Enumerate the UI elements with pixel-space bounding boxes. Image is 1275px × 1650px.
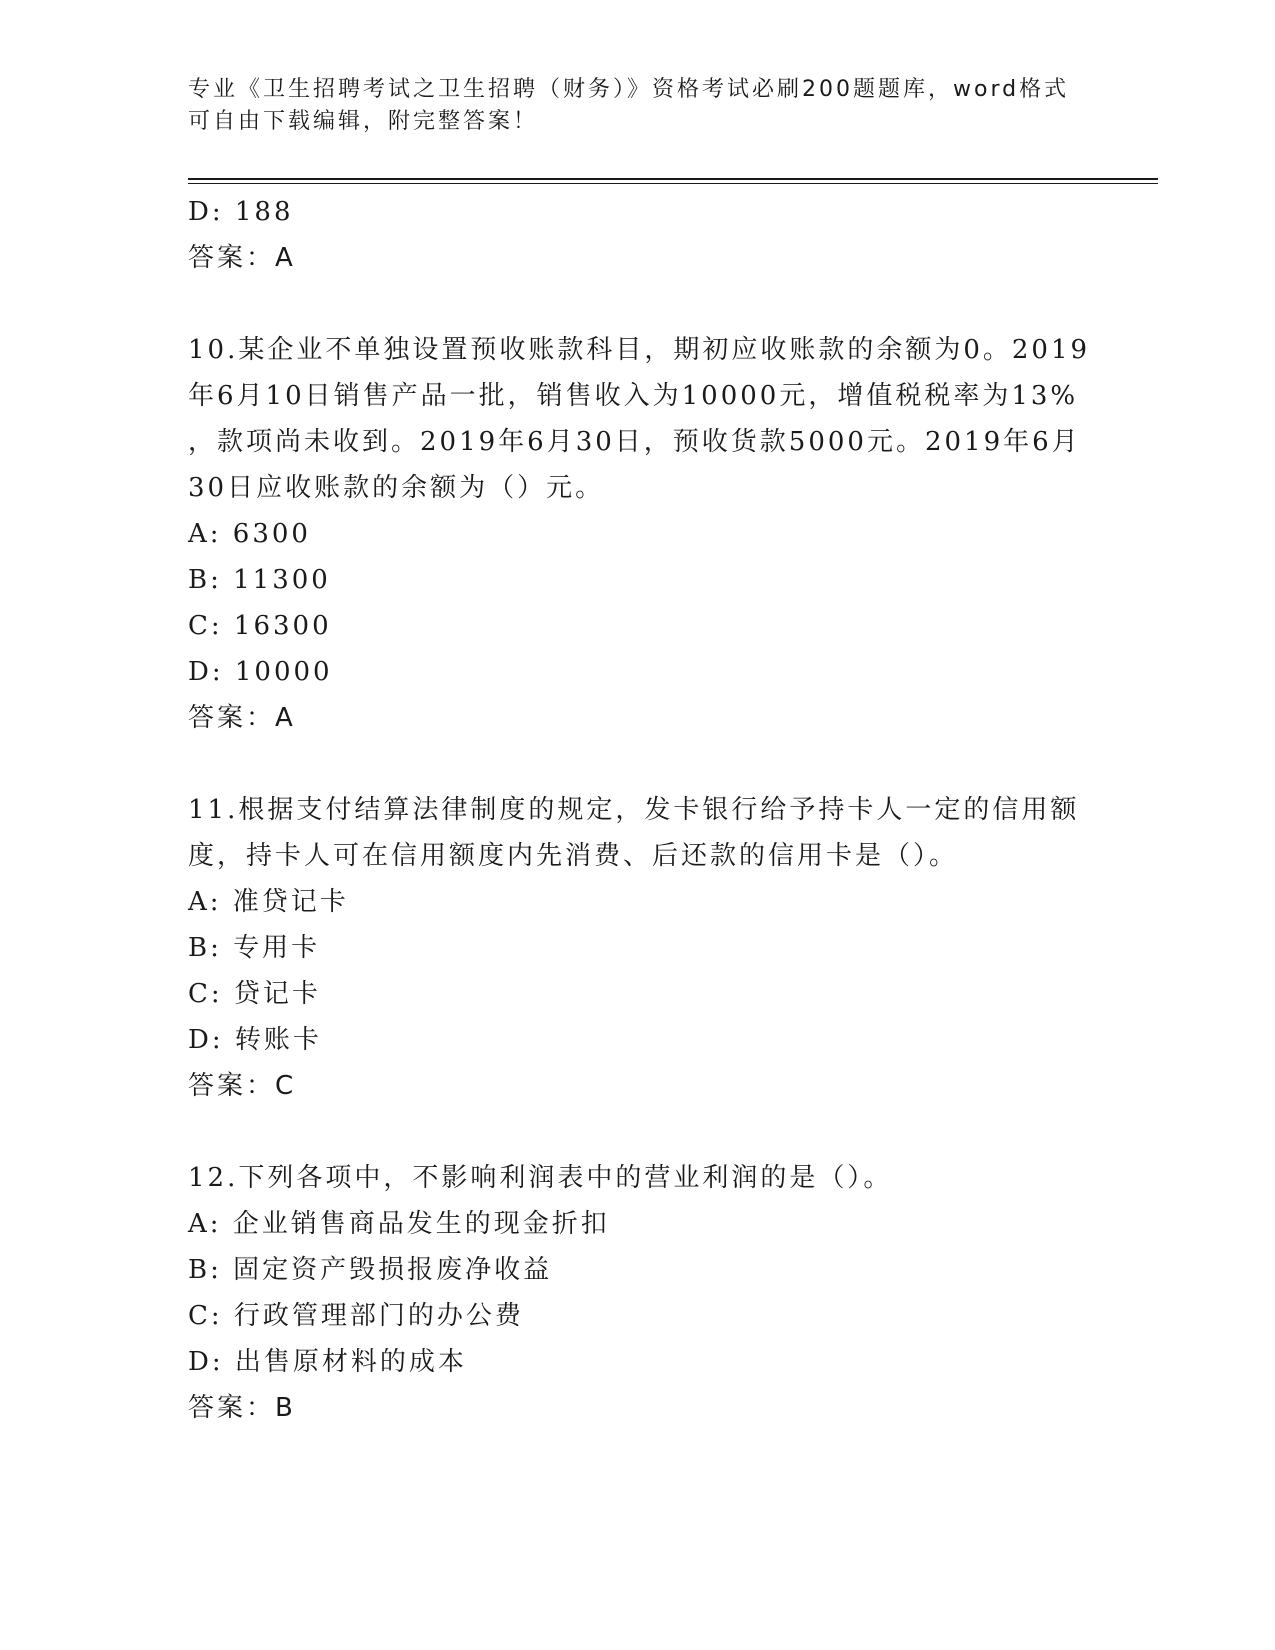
document-body (188, 189, 1091, 1431)
spacer (188, 741, 1088, 787)
option-c: C: 16300 (188, 611, 332, 641)
option-c: C: 贷记卡 (188, 979, 321, 1009)
question-stem-line: 度，持卡人可在信用额度内先消费、后还款的信用卡是（）。 (188, 841, 959, 871)
option-b: B: 固定资产毁损报废净收益 (188, 1255, 553, 1285)
option-a: A: 6300 (188, 519, 311, 549)
option-a: A: 企业销售商品发生的现金折扣 (188, 1209, 610, 1239)
option-d: D: 转账卡 (188, 1025, 322, 1055)
question-stem-line: 30日应收账款的余额为（）元。 (188, 473, 605, 503)
answer-line: 答案：B (188, 1393, 296, 1423)
spacer (188, 281, 1088, 327)
document-header: 专业《卫生招聘考试之卫生招聘（财务）》资格考试必刷200题题库，word格式可自由下载编辑，附完整答案！ (188, 77, 1070, 134)
question-stem-line: ，款项尚未收到。2019年6月30日，预收货款5000元。2019年6月 (188, 427, 1081, 457)
question-stem-line: 年6月10日销售产品一批，销售收入为10000元，增值税税率为13% (188, 381, 1079, 411)
question-10 (188, 327, 1091, 741)
answer-line: 答案：A (188, 243, 296, 273)
header-divider-thin (188, 183, 1158, 184)
question-stem-line: 12.下列各项中，不影响利润表中的营业利润的是（）。 (188, 1163, 893, 1193)
question-stem-line: 11.根据支付结算法律制度的规定，发卡银行给予持卡人一定的信用额 (188, 795, 1080, 825)
option-d: D: 出售原材料的成本 (188, 1347, 467, 1377)
question-stem-line: 10.某企业不单独设置预收账款科目，期初应收账款的余额为0。2019 (188, 335, 1091, 365)
option-b: B: 11300 (188, 565, 331, 595)
answer-line: 答案：C (188, 1071, 297, 1101)
answer-line: 答案：A (188, 703, 296, 733)
question-11 (188, 787, 1088, 1109)
option-d: D: 188 (188, 197, 294, 227)
option-d: D: 10000 (188, 657, 333, 687)
option-c: C: 行政管理部门的办公费 (188, 1301, 524, 1331)
question-12 (188, 1155, 1088, 1431)
option-b: B: 专用卡 (188, 933, 321, 963)
option-a: A: 准贷记卡 (188, 887, 349, 917)
header-divider-thick (188, 178, 1158, 180)
spacer (188, 1109, 1088, 1155)
